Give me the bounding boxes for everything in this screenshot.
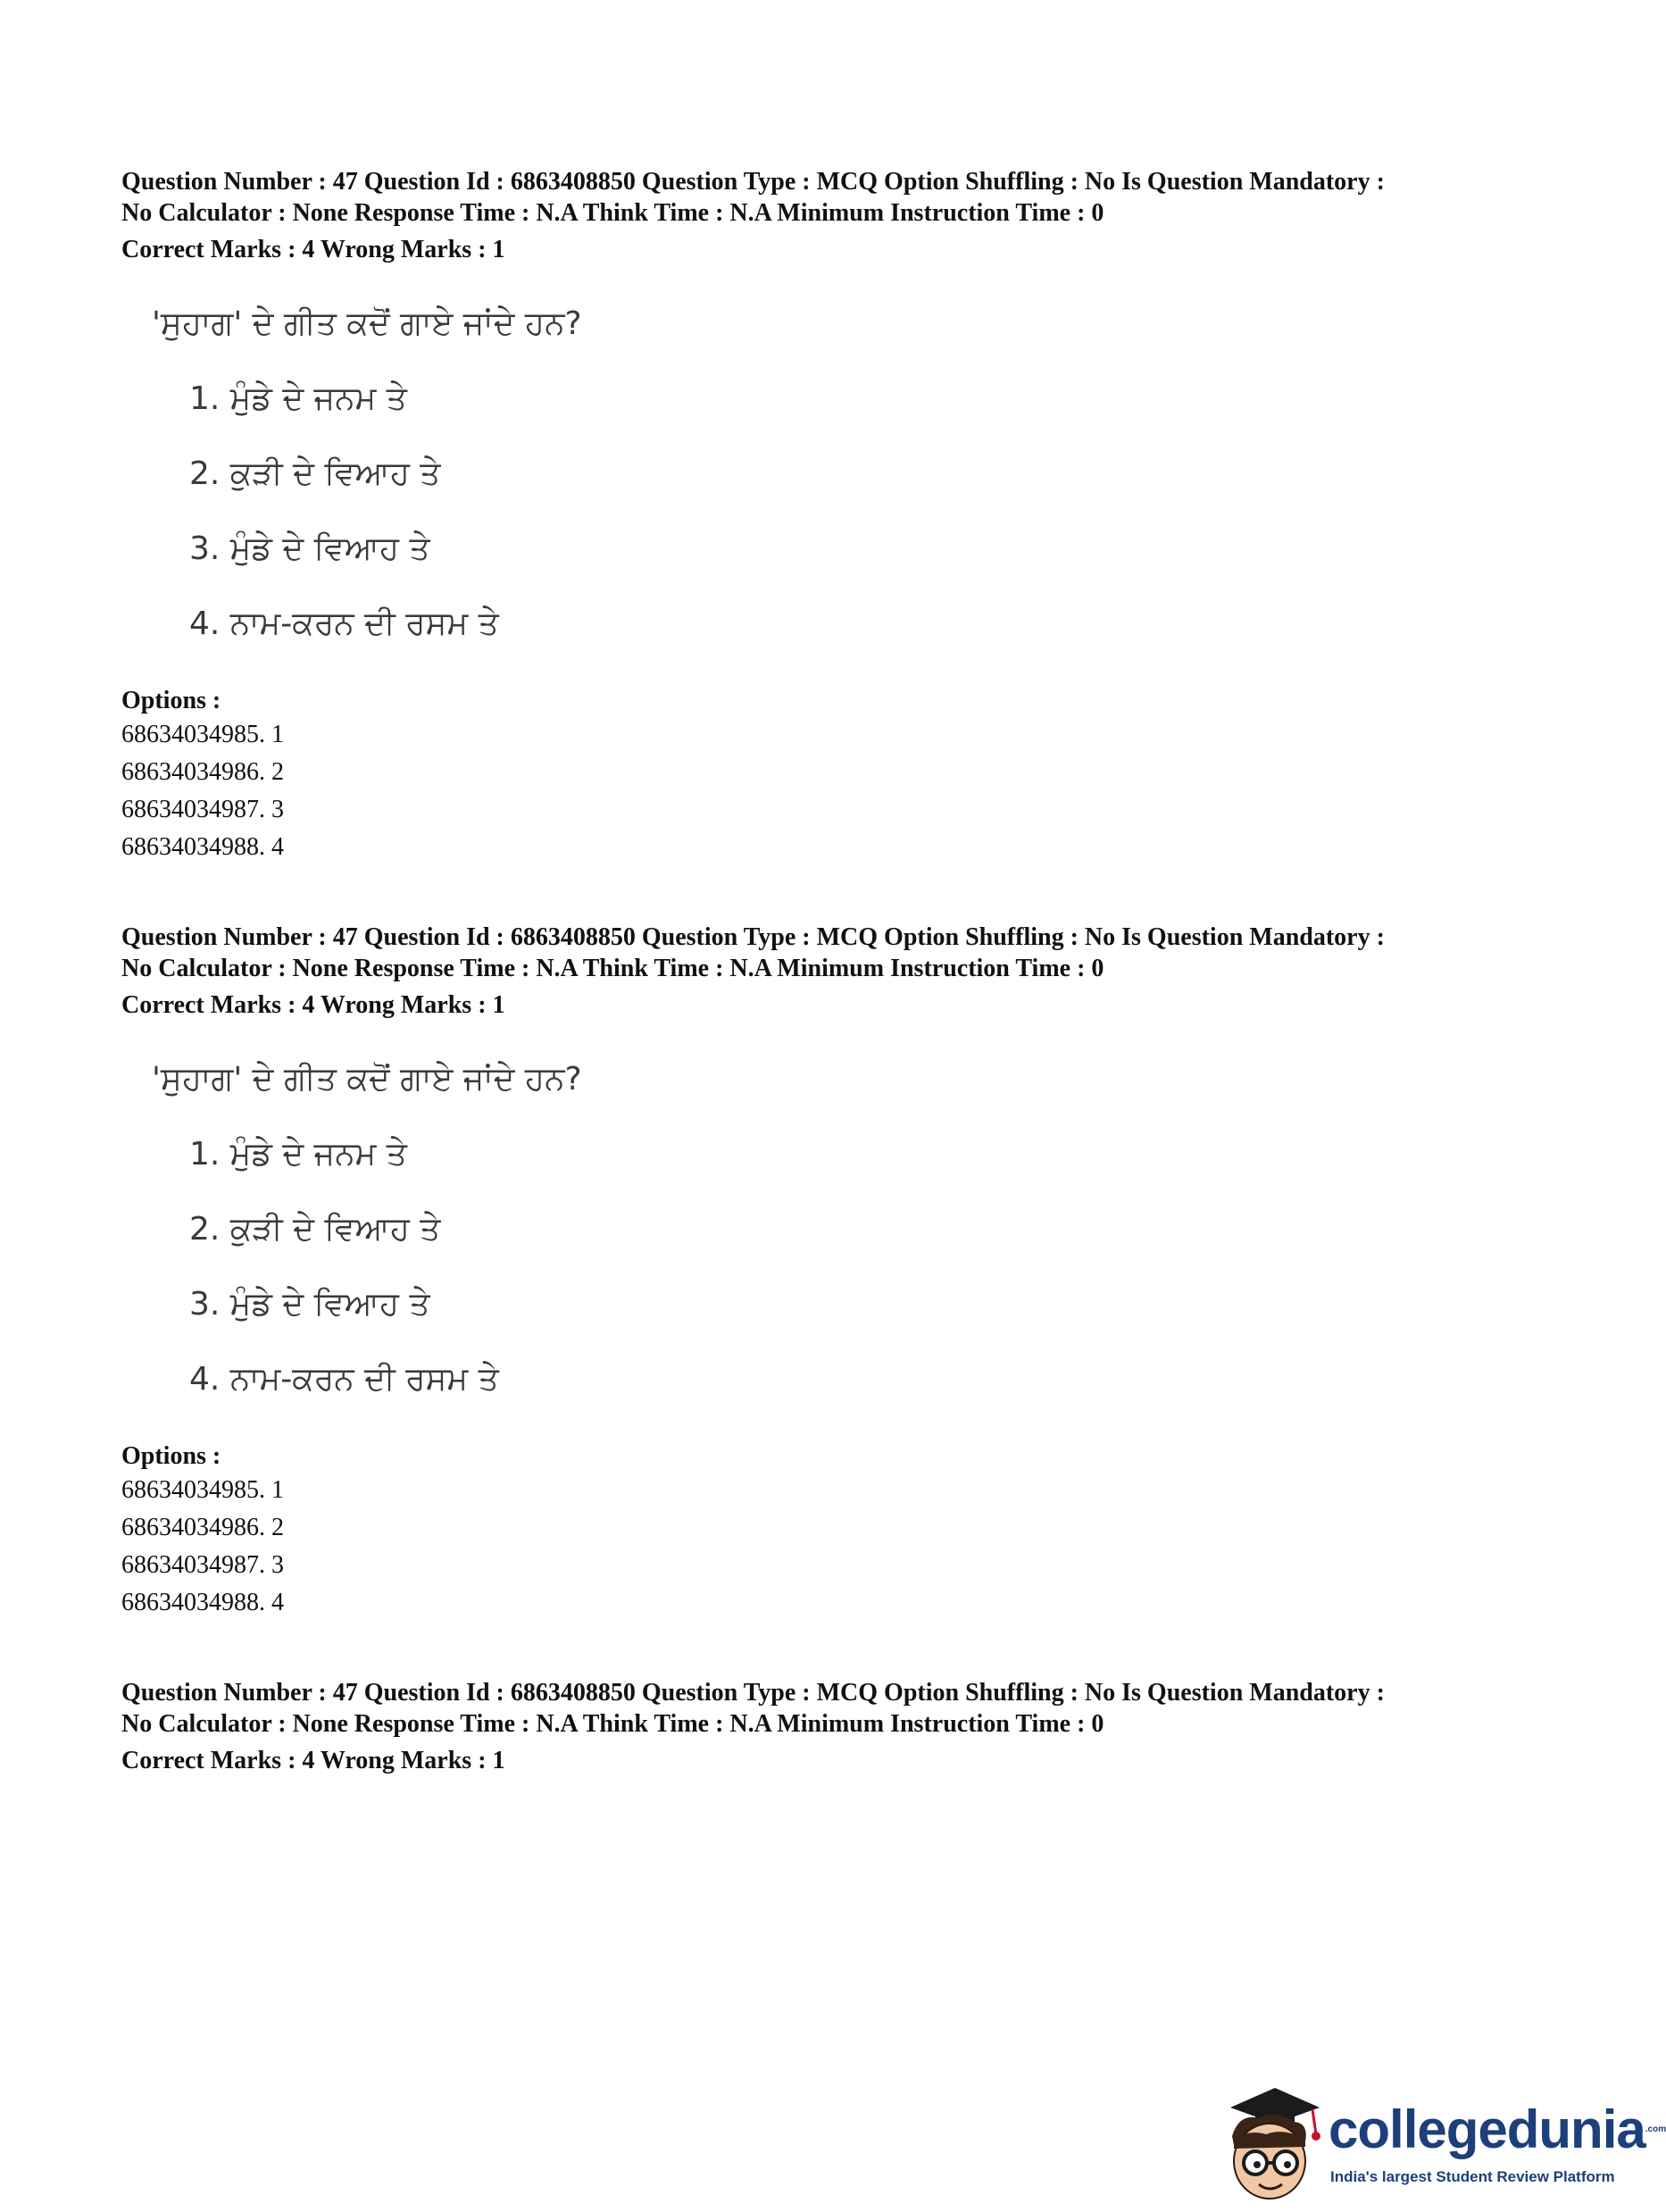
question-choice-4: 4. ਨਾਮ-ਕਰਨ ਦੀ ਰਸਮ ਤੇ	[189, 1361, 499, 1398]
question-block-1	[121, 166, 1550, 866]
question-text: 'ਸੁਹਾਗ' ਦੇ ਗੀਤ ਕਦੋਂ ਗਾਏ ਜਾਂਦੇ ਹਨ?	[152, 305, 582, 342]
question-meta-line-2: No Calculator : None Response Time : N.A Think Time : N.A Minimum Instruction Time : 0	[121, 1710, 1104, 1738]
option-row: 68634034985. 1	[121, 721, 284, 748]
option-row: 68634034987. 3	[121, 1551, 284, 1579]
question-block-3	[121, 1677, 1550, 1776]
option-row: 68634034986. 2	[121, 1514, 284, 1541]
option-row: 68634034987. 3	[121, 796, 284, 823]
mascot-icon	[1212, 2083, 1329, 2208]
question-choice-3: 3. ਮੁੰਡੇ ਦੇ ਵਿਆਹ ਤੇ	[189, 1286, 430, 1323]
question-meta-line-2: No Calculator : None Response Time : N.A Think Time : N.A Minimum Instruction Time : 0	[121, 199, 1104, 227]
question-choice-1: 1. ਮੁੰਡੇ ਦੇ ਜਨਮ ਤੇ	[189, 380, 407, 417]
question-choice-2: 2. ਕੁੜੀ ਦੇ ਵਿਆਹ ਤੇ	[189, 455, 441, 492]
question-text: 'ਸੁਹਾਗ' ਦੇ ਗੀਤ ਕਦੋਂ ਗਾਏ ਜਾਂਦੇ ਹਨ?	[152, 1061, 582, 1098]
question-choice-3: 3. ਮੁੰਡੇ ਦੇ ਵਿਆਹ ਤੇ	[189, 530, 430, 567]
option-row: 68634034988. 4	[121, 1589, 284, 1616]
question-meta-line-1: Question Number : 47 Question Id : 6863408850 Question Type : MCQ Option Shuffling : No Is Question Mandatory :	[121, 923, 1385, 951]
question-meta-line-2: No Calculator : None Response Time : N.A Think Time : N.A Minimum Instruction Time : 0	[121, 955, 1104, 982]
question-choice-2: 2. ਕੁੜੀ ਦੇ ਵਿਆਹ ਤੇ	[189, 1211, 441, 1248]
question-marks: Correct Marks : 4 Wrong Marks : 1	[121, 236, 505, 263]
logo-wordmark: collegedunia	[1329, 2099, 1645, 2159]
options-label: Options :	[121, 1442, 221, 1470]
question-meta-line-1: Question Number : 47 Question Id : 6863408850 Question Type : MCQ Option Shuffling : No Is Question Mandatory :	[121, 1679, 1385, 1707]
option-row: 68634034986. 2	[121, 758, 284, 786]
collegedunia-logo[interactable]	[1212, 2083, 1666, 2208]
question-meta-line-1: Question Number : 47 Question Id : 6863408850 Question Type : MCQ Option Shuffling : No Is Question Mandatory :	[121, 168, 1385, 196]
question-block-2	[121, 922, 1550, 1622]
question-image	[152, 1062, 1550, 1398]
option-row: 68634034985. 1	[121, 1476, 284, 1504]
question-marks: Correct Marks : 4 Wrong Marks : 1	[121, 1747, 505, 1774]
option-row: 68634034988. 4	[121, 833, 284, 861]
logo-suffix: .com	[1645, 2124, 1666, 2134]
question-choice-4: 4. ਨਾਮ-ਕਰਨ ਦੀ ਰਸਮ ਤੇ	[189, 605, 499, 642]
logo-tagline: India's largest Student Review Platform	[1330, 2168, 1615, 2185]
question-marks: Correct Marks : 4 Wrong Marks : 1	[121, 991, 505, 1019]
question-image	[152, 306, 1550, 642]
question-choice-1: 1. ਮੁੰਡੇ ਦੇ ਜਨਮ ਤੇ	[189, 1136, 407, 1173]
options-label: Options :	[121, 687, 221, 714]
